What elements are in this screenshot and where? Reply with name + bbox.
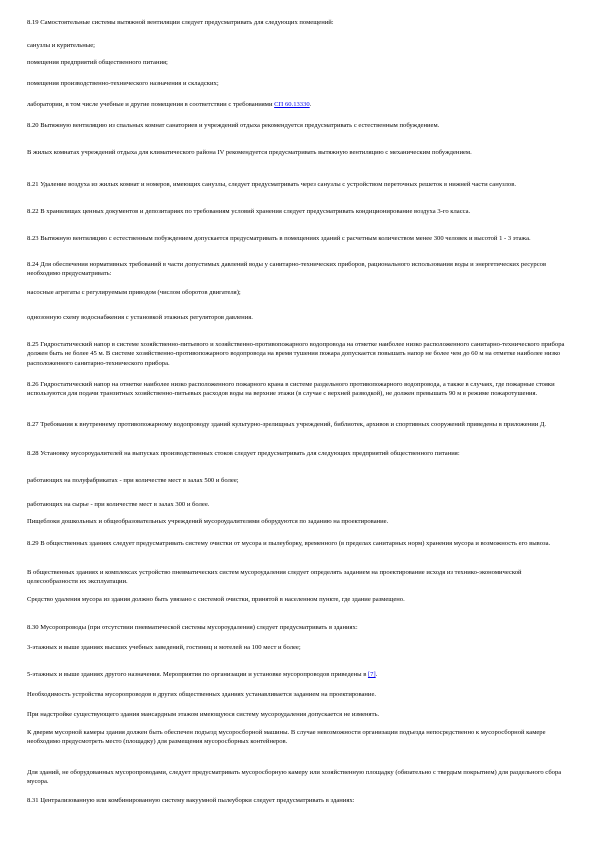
paragraph-text: насосные агрегаты с регулируемым приводом (числом оборотов двигателя);	[27, 289, 241, 296]
paragraph	[27, 768, 572, 787]
paragraph-text: Необходимость устройства мусоропроводов в других общественных зданиях устанавливается заданием на проектирование.	[27, 691, 377, 698]
paragraph-text-tail: .	[309, 101, 312, 108]
paragraph	[27, 260, 572, 279]
paragraph	[27, 121, 572, 130]
paragraph	[27, 728, 572, 747]
paragraph-text: В жилых комнатах учреждений отдыха для климатического района IV рекомендуется предусматривать вытяжную вентиляцию с механическим побуждением.	[27, 149, 472, 156]
paragraph-text: 8.19 Самостоятельные системы вытяжной вентиляции следует предусматривать для следующих помещений:	[27, 19, 334, 26]
paragraph	[27, 710, 572, 719]
paragraph	[27, 643, 572, 652]
paragraph-text: В общественных зданиях и комплексах устройство пневматических систем мусороудаления следует определять заданием на проектирование исходя из технико-экономической целесообразности их эксплуатации.	[27, 569, 522, 586]
paragraph	[27, 796, 572, 805]
paragraph-text: 5-этажных и выше зданиях другого назначения. Мероприятия по организации и установке мусоропроводов приведены в	[27, 671, 368, 678]
paragraph	[27, 288, 572, 297]
reference-link[interactable]: [7]	[367, 671, 376, 678]
paragraph-text: При надстройке существующего здания мансардным этажом имеющуюся систему мусороудаления допускается не изменять.	[27, 711, 380, 718]
paragraph-text: работающих на сырье - при количестве мест в залах 300 и более.	[27, 501, 210, 508]
paragraph	[27, 595, 572, 604]
paragraph-text: Для зданий, не оборудованных мусоропроводами, следует предусматривать мусоросборную камеру или хозяйственную площадку (обязательно с твердым покрытием) для раздельного сбора мусора.	[27, 769, 562, 786]
paragraph-text: 8.25 Гидростатический напор в системе хозяйственно-питьевого и хозяйственно-противопожарного водопровода на отметке наиболее низко расположенного санитарно-технического прибора должен быть не более 45 м. В системе хозяйственно-противопожарного водопровода на время тушения пожара допускается повышать напор не более чем до 60 м на отметке наиболее низко расположенного санитарно-технического прибора.	[27, 341, 565, 367]
paragraph	[27, 670, 572, 679]
reference-link[interactable]: СП 60.13330	[274, 101, 310, 108]
paragraph-text: помещения предприятий общественного питания;	[27, 59, 168, 66]
paragraph-text: Средство удаления мусора из здания должно быть увязано с системой очистки, принятой в населенном пункте, где здание размещено.	[27, 596, 405, 603]
paragraph-text: 8.29 В общественных зданиях следует предусматривать систему очистки от мусора и пылеуборку, временного (в пределах санитарных норм) хранения мусора и возможность его вывоза.	[27, 540, 551, 547]
paragraph-text: 8.30 Мусоропроводы (при отсутствии пневматической системы мусороудаления) следует предусматривать в зданиях:	[27, 624, 358, 631]
paragraph	[27, 41, 572, 50]
paragraph-text: 8.31 Централизованную или комбинированную систему вакуумной пылеуборки следует предусматривать в зданиях:	[27, 797, 355, 804]
paragraph	[27, 18, 572, 27]
paragraph-text: санузлы и курительные;	[27, 42, 95, 49]
paragraph-text: 8.24 Для обеспечения нормативных требований в части допустимых давлений воды у санитарно-технических приборов, рационального использования воды и энергетических ресурсов необходимо предусматривать:	[27, 261, 547, 278]
paragraph-text: 3-этажных и выше зданиях высших учебных заведений, гостиниц и мотелей на 100 мест и более;	[27, 644, 301, 651]
paragraph	[27, 500, 572, 509]
paragraph-text: помещения производственно-технического назначения и складских;	[27, 80, 219, 87]
paragraph-text: 8.20 Вытяжную вентиляцию из спальных комнат санаториев и учреждений отдыха рекомендуется предусматривать с естественным побуждением.	[27, 122, 440, 129]
paragraph	[27, 690, 572, 699]
paragraph-text: Пищеблоки дошкольных и общеобразовательных учреждений мусороудалителями оборудуются по заданию на проектирование.	[27, 518, 389, 525]
paragraph	[27, 58, 572, 67]
paragraph	[27, 380, 572, 399]
paragraph	[27, 234, 572, 243]
paragraph-text: 8.28 Установку мусороудалителей на выпусках производственных стоков следует предусматривать для следующих предприятий общественного питания:	[27, 450, 460, 457]
paragraph-text: 8.21 Удаление воздуха из жилых комнат и номеров, имеющих санузлы, следует предусматривать через санузлы с устройством переточных решеток в нижней части санузлов.	[27, 181, 516, 188]
paragraph-text: 8.23 Вытяжную вентиляцию с естественным побуждением допускается предусматривать в помещениях зданий с расчетным количеством менее 300 человек и высотой 1 - 3 этажа.	[27, 235, 531, 242]
paragraph-text: 8.27 Требования к внутреннему противопожарному водопроводу зданий культурно-зрелищных учреждений, библиотек, архивов и спортивных сооружений приведены в приложении Д.	[27, 421, 547, 428]
paragraph	[27, 148, 572, 157]
paragraph-text: К дверям мусорной камеры здания должен быть обеспечен подъезд мусоросборной машины. В случае невозможности организации подъезда непосредственно к мусоросборной камере необходимо предусмотреть место (площадку) для размещения мусоросборных контейнеров.	[27, 729, 546, 746]
paragraph	[27, 449, 572, 458]
paragraph	[27, 340, 572, 368]
paragraph	[27, 207, 572, 216]
paragraph	[27, 568, 572, 587]
paragraph	[27, 313, 572, 322]
paragraph	[27, 100, 572, 109]
paragraph	[27, 476, 572, 485]
paragraph-text: 8.26 Гидростатический напор на отметке наиболее низко расположенного пожарного крана в системе раздельного противопожарного водопровода, а также в случаях, где пожарные стояки используются для подачи транзитных хозяйственно-питьевых расходов воды на верхние этажи (в случае с верхней разводкой), не должен превышать 90 м в режиме пожаротушения.	[27, 381, 555, 398]
paragraph	[27, 539, 572, 548]
paragraph-text: 8.22 В хранилищах ценных документов и депозитариях по требованиям условий хранения следует предусматривать кондиционирование воздуха 3-го класса.	[27, 208, 471, 215]
paragraph-text-tail: .	[375, 671, 378, 678]
paragraph-text: лаборатории, в том числе учебные и другие помещения в соответствии с требованиями	[27, 101, 275, 108]
paragraph-text: однозонную схему водоснабжения с установкой этажных регуляторов давления.	[27, 314, 253, 321]
paragraph-text: работающих на полуфабрикатах - при количестве мест в залах 500 и более;	[27, 477, 239, 484]
paragraph	[27, 517, 572, 526]
paragraph	[27, 623, 572, 632]
paragraph	[27, 79, 572, 88]
paragraph	[27, 420, 572, 429]
paragraph	[27, 180, 572, 189]
